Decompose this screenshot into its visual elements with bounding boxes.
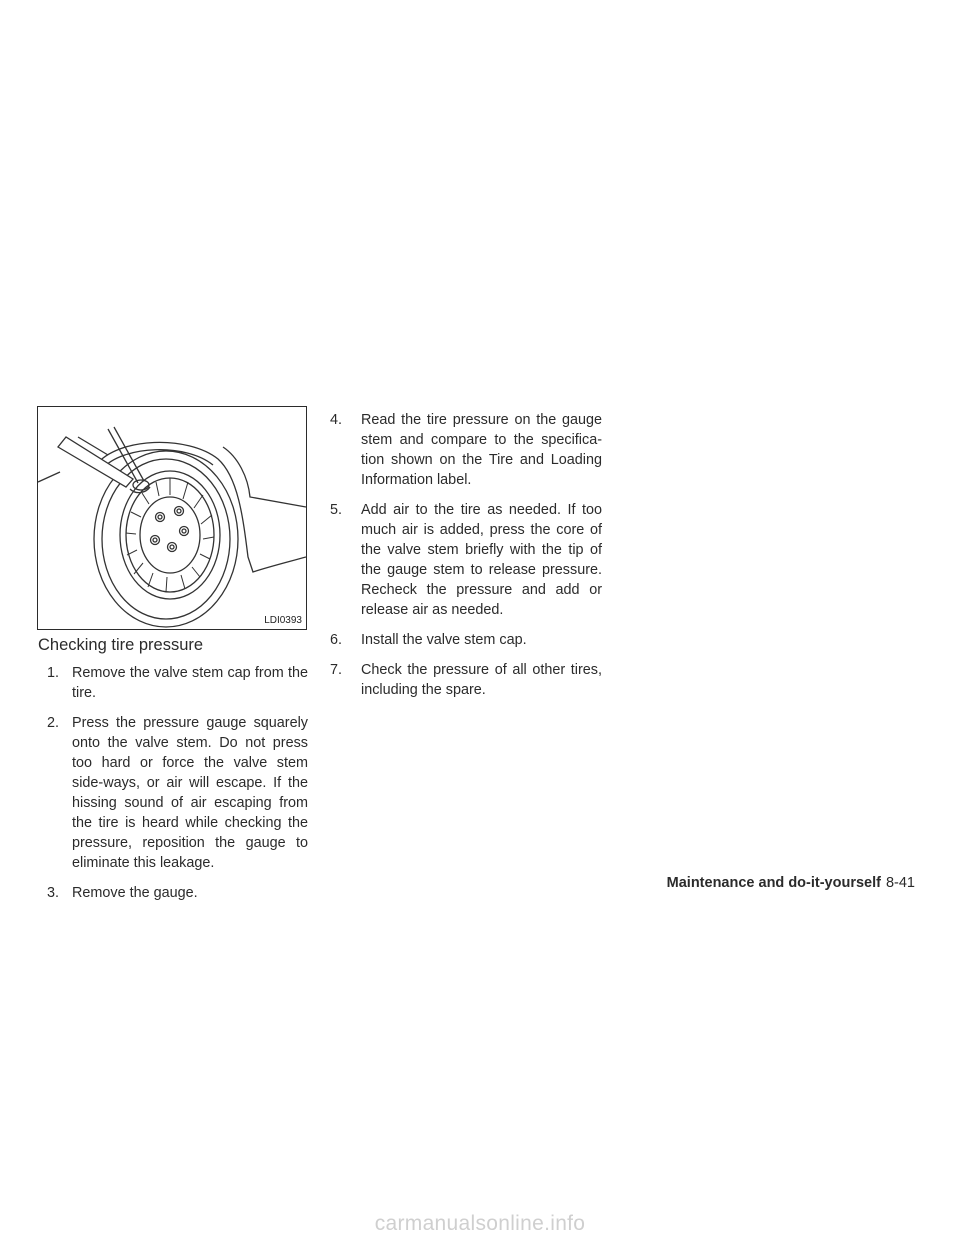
footer-section-title: Maintenance and do-it-yourself bbox=[666, 875, 881, 891]
step-number: 7. bbox=[330, 662, 343, 678]
step-item bbox=[328, 630, 602, 650]
step-item bbox=[38, 663, 308, 703]
step-number: 4. bbox=[330, 412, 343, 428]
step-item bbox=[38, 883, 308, 903]
figure-code: LDI0393 bbox=[264, 615, 302, 626]
step-text: Read the tire pressure on the gauge stem and compare to the specifica-tion shown on the Tire and Loading Information label. bbox=[361, 412, 602, 488]
step-number: 3. bbox=[47, 885, 60, 901]
step-number: 6. bbox=[330, 632, 343, 648]
step-item bbox=[38, 713, 308, 873]
steps-left-column bbox=[38, 663, 308, 913]
step-number: 1. bbox=[47, 665, 60, 681]
step-item bbox=[328, 660, 602, 700]
step-item bbox=[328, 410, 602, 490]
step-number: 5. bbox=[330, 502, 343, 518]
tire-pressure-figure bbox=[37, 406, 307, 630]
step-text: Remove the valve stem cap from the tire. bbox=[72, 665, 308, 701]
step-number: 2. bbox=[47, 715, 60, 731]
step-text: Press the pressure gauge squarely onto the valve stem. Do not press too hard or force the valve stem side-ways, or air will escape. If the hissing sound of air escaping from the tire is heard while checking the pressure, reposition the gauge to eliminate this leakage. bbox=[72, 715, 308, 871]
page-footer bbox=[667, 875, 915, 891]
step-text: Remove the gauge. bbox=[72, 885, 198, 901]
step-text: Install the valve stem cap. bbox=[361, 632, 527, 648]
step-item bbox=[328, 500, 602, 620]
watermark-link[interactable]: carmanualsonline.info bbox=[374, 1212, 586, 1235]
steps-right-column bbox=[328, 410, 602, 710]
step-text: Add air to the tire as needed. If too much air is added, press the core of the valve stem briefly with the tip of the gauge stem to release pressure. Recheck the pressure and add or release air as needed. bbox=[361, 502, 602, 618]
page-number: 8-41 bbox=[885, 875, 915, 891]
tire-pressure-gauge-illustration-icon bbox=[38, 407, 307, 630]
section-title: Checking tire pressure bbox=[38, 636, 204, 654]
step-text: Check the pressure of all other tires, including the spare. bbox=[361, 662, 602, 698]
